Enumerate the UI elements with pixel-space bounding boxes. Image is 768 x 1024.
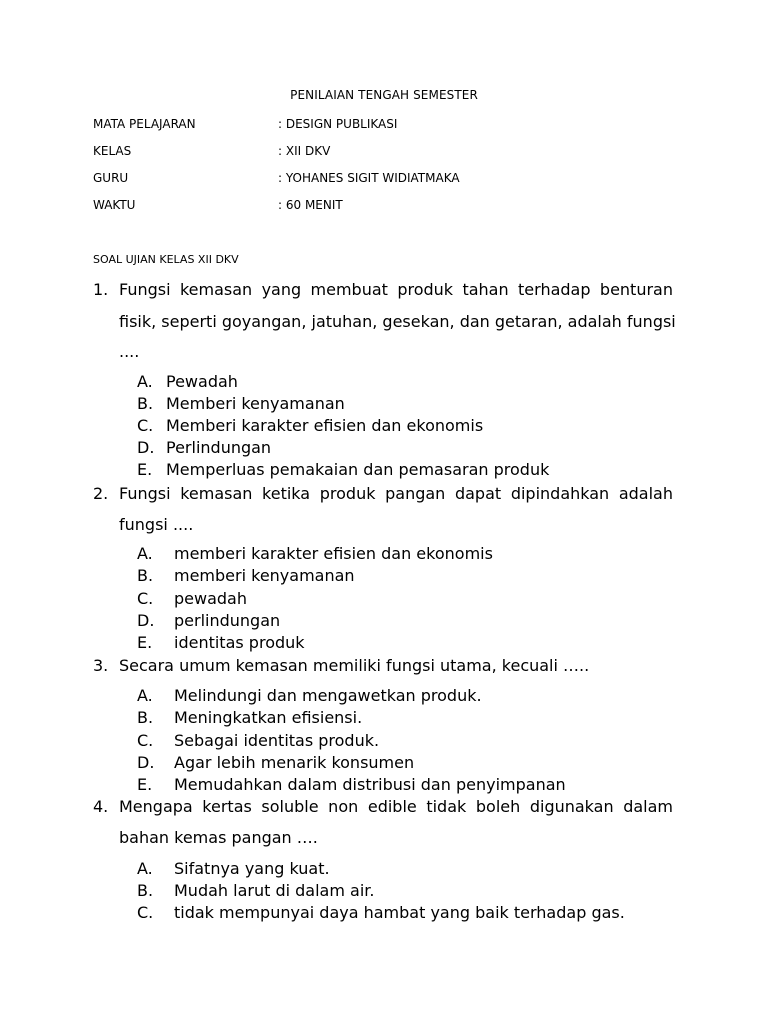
- question-text-line: Fungsi kemasan ketika produk pangan dapat dipindahkan adalah: [119, 484, 673, 503]
- option-text: Memudahkan dalam distribusi dan penyimpanan: [174, 775, 566, 794]
- question-number: 2.: [93, 484, 109, 503]
- option-letter: B.: [137, 708, 154, 727]
- option-text: pewadah: [174, 589, 247, 608]
- option-letter: D.: [137, 611, 155, 630]
- option-text: Pewadah: [166, 372, 238, 391]
- option-text: identitas produk: [174, 633, 305, 652]
- question-text-line: ....: [119, 342, 140, 361]
- option-letter: C.: [137, 731, 154, 750]
- option-letter: E.: [137, 460, 153, 479]
- question-text-line: fisik, seperti goyangan, jatuhan, gesekan, dan getaran, adalah fungsi: [119, 312, 676, 331]
- option-letter: E.: [137, 633, 153, 652]
- option-text: Sebagai identitas produk.: [174, 731, 380, 750]
- info-label: MATA PELAJARAN: [93, 117, 196, 131]
- option-text: perlindungan: [174, 611, 281, 630]
- option-text: Meningkatkan efisiensi.: [174, 708, 363, 727]
- info-value: : YOHANES SIGIT WIDIATMAKA: [278, 171, 460, 185]
- option-letter: C.: [137, 903, 154, 922]
- info-value: : 60 MENIT: [278, 198, 343, 212]
- option-letter: C.: [137, 589, 154, 608]
- page-title: PENILAIAN TENGAH SEMESTER: [290, 88, 478, 102]
- option-letter: B.: [137, 881, 154, 900]
- option-text: Agar lebih menarik konsumen: [174, 753, 415, 772]
- option-letter: D.: [137, 438, 155, 457]
- option-letter: A.: [137, 686, 153, 705]
- option-letter: E.: [137, 775, 153, 794]
- info-value: : DESIGN PUBLIKASI: [278, 117, 398, 131]
- info-value: : XII DKV: [278, 144, 331, 158]
- option-text: tidak mempunyai daya hambat yang baik terhadap gas.: [174, 903, 625, 922]
- info-label: GURU: [93, 171, 129, 185]
- question-text-line: Fungsi kemasan yang membuat produk tahan terhadap benturan: [119, 280, 673, 299]
- option-text: Perlindungan: [166, 438, 272, 457]
- option-text: Memperluas pemakaian dan pemasaran produk: [166, 460, 550, 479]
- option-letter: D.: [137, 753, 155, 772]
- question-number: 4.: [93, 797, 109, 816]
- question-number: 3.: [93, 656, 109, 675]
- option-text: Memberi karakter efisien dan ekonomis: [166, 416, 484, 435]
- question-number: 1.: [93, 280, 109, 299]
- option-letter: B.: [137, 566, 154, 585]
- info-label: KELAS: [93, 144, 132, 158]
- option-letter: A.: [137, 859, 153, 878]
- question-text-line: fungsi ....: [119, 515, 194, 534]
- option-letter: A.: [137, 544, 153, 563]
- question-text-line: Secara umum kemasan memiliki fungsi utama, kecuali …..: [119, 656, 590, 675]
- option-text: memberi kenyamanan: [174, 566, 355, 585]
- option-text: Mudah larut di dalam air.: [174, 881, 375, 900]
- option-text: Melindungi dan mengawetkan produk.: [174, 686, 482, 705]
- question-text-line: bahan kemas pangan ….: [119, 828, 318, 847]
- info-label: WAKTU: [93, 198, 136, 212]
- option-text: memberi karakter efisien dan ekonomis: [174, 544, 493, 563]
- option-letter: B.: [137, 394, 154, 413]
- option-text: Sifatnya yang kuat.: [174, 859, 330, 878]
- question-text-line: Mengapa kertas soluble non edible tidak boleh digunakan dalam: [119, 797, 673, 816]
- option-letter: A.: [137, 372, 153, 391]
- section-title: SOAL UJIAN KELAS XII DKV: [93, 253, 239, 266]
- option-letter: C.: [137, 416, 154, 435]
- option-text: Memberi kenyamanan: [166, 394, 345, 413]
